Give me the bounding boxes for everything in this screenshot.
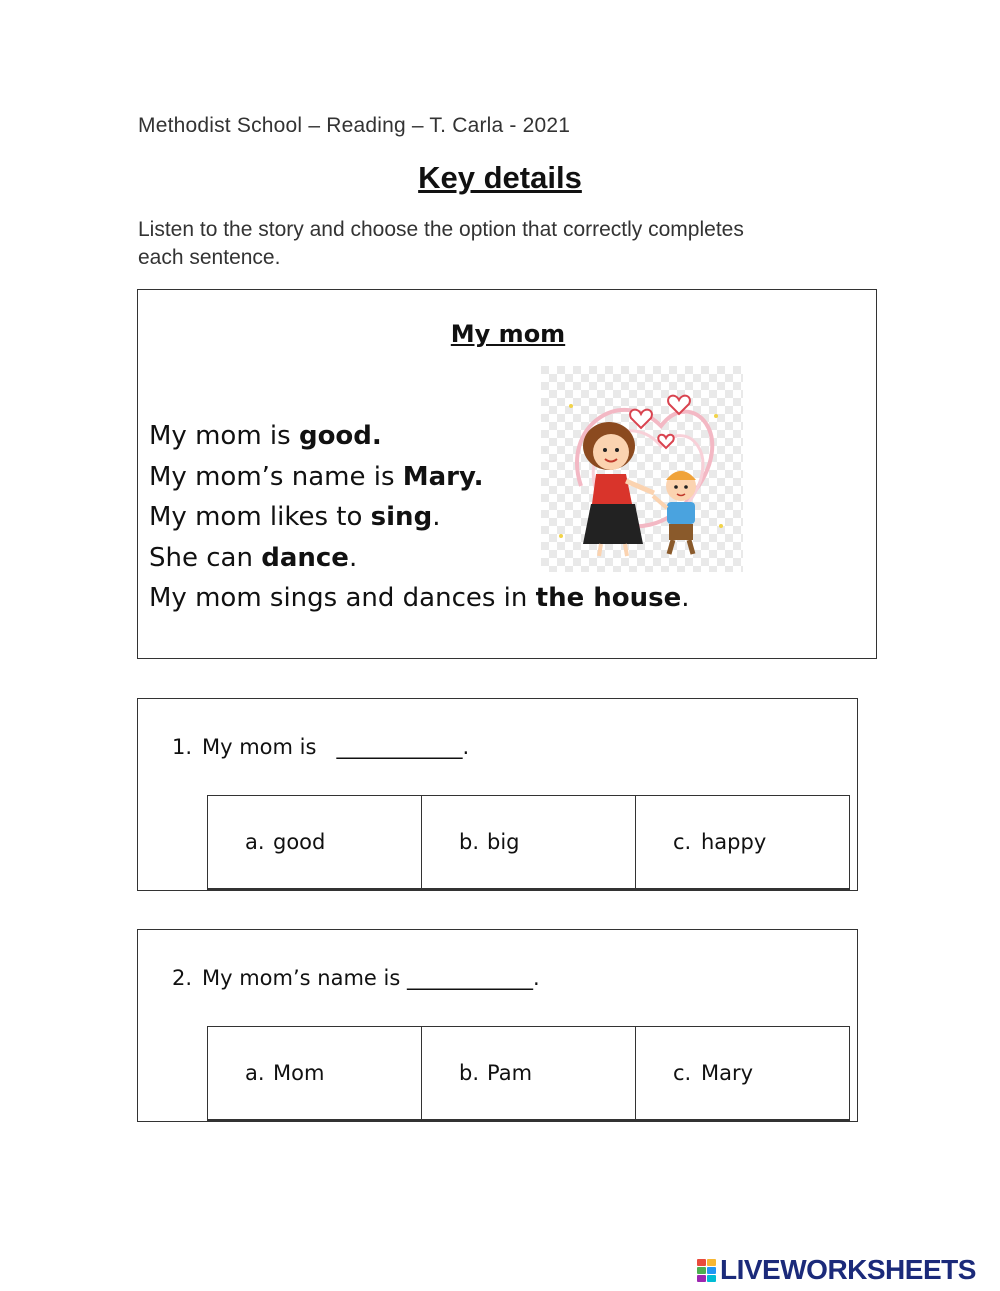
story-box bbox=[137, 289, 877, 659]
liveworksheets-logo[interactable] bbox=[697, 1254, 976, 1286]
header-line: Methodist School – Reading – T. Carla - 2021 bbox=[138, 114, 571, 137]
option-a[interactable]: a. Mom bbox=[208, 1027, 422, 1119]
option-b[interactable]: b. Pam bbox=[422, 1027, 636, 1119]
logo-square bbox=[697, 1275, 706, 1282]
question-1-prompt: 1. My mom is ____________. bbox=[172, 735, 470, 759]
option-c[interactable]: c. happy bbox=[673, 830, 767, 854]
story-line: My mom likes to sing. bbox=[149, 502, 441, 532]
logo-square bbox=[707, 1275, 716, 1282]
option-b[interactable]: b. big bbox=[422, 796, 636, 888]
story-line: My mom is good. bbox=[149, 421, 382, 451]
question-2-box bbox=[137, 929, 858, 1122]
story-title: My mom bbox=[450, 320, 566, 348]
story-line: My mom sings and dances in the house. bbox=[149, 583, 690, 613]
brand-name: LIVEWORKSHEETS bbox=[720, 1254, 976, 1285]
option-c[interactable]: c. Mary bbox=[673, 1061, 754, 1085]
instructions: Listen to the story and choose the option that correctly completes each sentence. bbox=[138, 218, 744, 269]
story-line: My mom’s name is Mary. bbox=[149, 461, 484, 492]
question-2-options bbox=[207, 1026, 850, 1121]
logo-square bbox=[697, 1267, 706, 1274]
logo-square bbox=[707, 1267, 716, 1274]
liveworksheets-logo-icon bbox=[697, 1259, 716, 1282]
story-line: She can dance. bbox=[149, 542, 358, 573]
logo-square bbox=[707, 1259, 716, 1266]
question-2-prompt: 2. My mom’s name is ____________. bbox=[172, 966, 540, 990]
option-a[interactable]: a. good bbox=[208, 796, 422, 888]
mom-dancing-with-child-illustration bbox=[541, 366, 743, 572]
question-1-options bbox=[207, 795, 850, 890]
logo-square bbox=[697, 1259, 706, 1266]
question-1-box bbox=[137, 698, 858, 891]
page-title: Key details bbox=[418, 160, 582, 195]
